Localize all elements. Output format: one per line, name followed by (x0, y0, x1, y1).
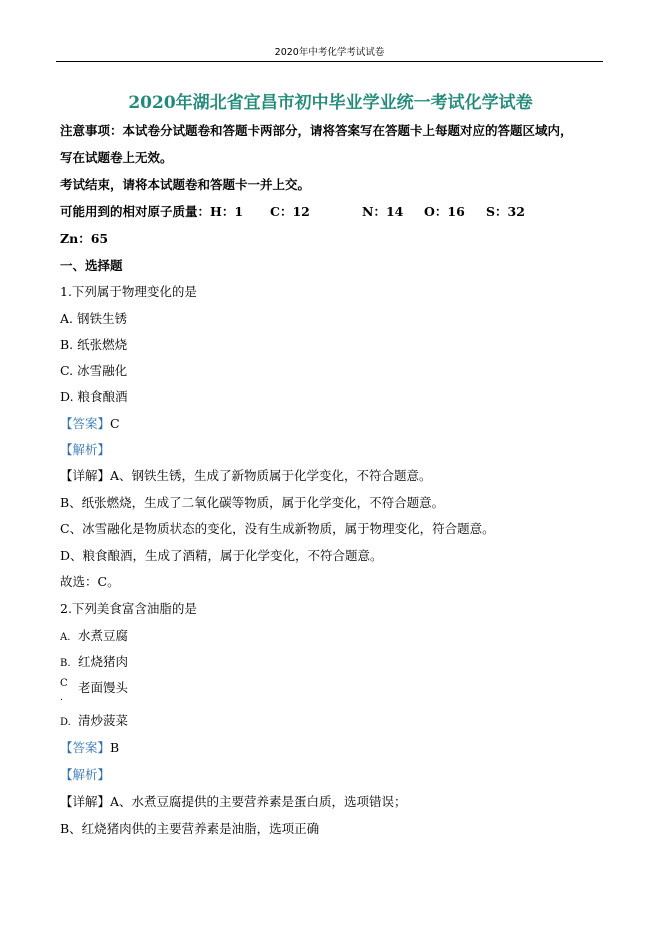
mass-zn: Zn：65 (60, 231, 109, 246)
header-text: 2020年中考化学考试试卷 (274, 47, 385, 58)
q1-detail-a (60, 466, 621, 484)
q2-option-a-text: 水煮豆腐 (78, 628, 129, 643)
analysis-tag: 【解析】 (60, 442, 111, 457)
q2-stem: 2.下列美食富含油脂的是 (60, 601, 197, 616)
q1-option-b: B. 纸张燃烧 (60, 337, 128, 352)
q2-option-c-dot: . (60, 693, 63, 703)
mass-h: H：1 (210, 204, 244, 219)
q2-option-b (60, 652, 621, 670)
q2-option-c-text: 老面馒头 (78, 680, 129, 695)
q1-detail-c: C、冰雪融化是物质状态的变化，没有生成新物质，属于物理变化，符合题意。 (60, 521, 495, 536)
q1-answer-value: C (110, 416, 120, 431)
q2-detail-a-text: A、水煮豆腐提供的主要营养素是蛋白质，选项错误； (110, 794, 407, 809)
answer-tag: 【答案】 (60, 416, 111, 431)
q2-answer-value: B (110, 740, 120, 755)
mass-c: C：12 (270, 204, 310, 219)
mass-n: N：14 (362, 204, 404, 219)
mass-o: O：16 (424, 204, 465, 219)
mass-s: S：32 (486, 204, 525, 219)
q1-option-a: A. 钢铁生锈 (60, 311, 127, 326)
q2-analysis (60, 765, 621, 783)
exam-title: 2020年湖北省宜昌市初中毕业学业统一考试化学试卷 (128, 93, 533, 113)
analysis-tag: 【解析】 (60, 767, 111, 782)
q2-answer (60, 738, 621, 756)
atomic-mass-label: 可能用到的相对原子质量： (60, 204, 211, 219)
q2-option-b-text: 红烧猪肉 (78, 654, 129, 669)
q1-answer (60, 414, 621, 432)
q1-analysis (60, 440, 621, 458)
detail-tag: 【详解】 (60, 468, 111, 483)
q2-option-c-letter: C (60, 678, 68, 689)
q1-detail-a-text: A、钢铁生锈，生成了新物质属于化学变化，不符合题意。 (110, 468, 432, 483)
q1-stem: 1.下列属于物理变化的是 (60, 284, 197, 299)
notice-line-1: 注意事项：本试卷分试题卷和答题卡两部分，请将答案写在答题卡上每题对应的答题区域内， (60, 123, 573, 138)
notice-line-2: 写在试题卷上无效。 (60, 150, 173, 165)
q2-option-d (60, 711, 621, 729)
q1-detail-b: B、纸张燃烧，生成了二氧化碳等物质，属于化学变化，不符合题意。 (60, 495, 445, 510)
q1-option-c: C. 冰雪融化 (60, 363, 128, 378)
page-header (56, 44, 603, 62)
q1-conclusion: 故选：C。 (60, 574, 120, 589)
q2-detail-a (60, 792, 621, 810)
detail-tag: 【详解】 (60, 794, 111, 809)
q1-option-d: D. 粮食酿酒 (60, 389, 128, 404)
q2-option-a-letter: A. (60, 632, 71, 643)
q1-detail-d: D、粮食酿酒，生成了酒精，属于化学变化，不符合题意。 (60, 548, 383, 563)
notice-line-3: 考试结束，请将本试题卷和答题卡一并上交。 (60, 177, 311, 192)
atomic-mass-line (60, 202, 621, 220)
q2-option-d-letter: D. (60, 717, 71, 728)
q2-option-b-letter: B. (60, 658, 71, 669)
answer-tag: 【答案】 (60, 740, 111, 755)
q2-option-c (60, 678, 621, 696)
q2-option-d-text: 清炒菠菜 (78, 713, 129, 728)
q2-detail-b: B、红烧猪肉供的主要营养素是油脂，选项正确 (60, 821, 320, 836)
q2-option-a (60, 626, 621, 644)
section-heading: 一、选择题 (60, 258, 123, 273)
